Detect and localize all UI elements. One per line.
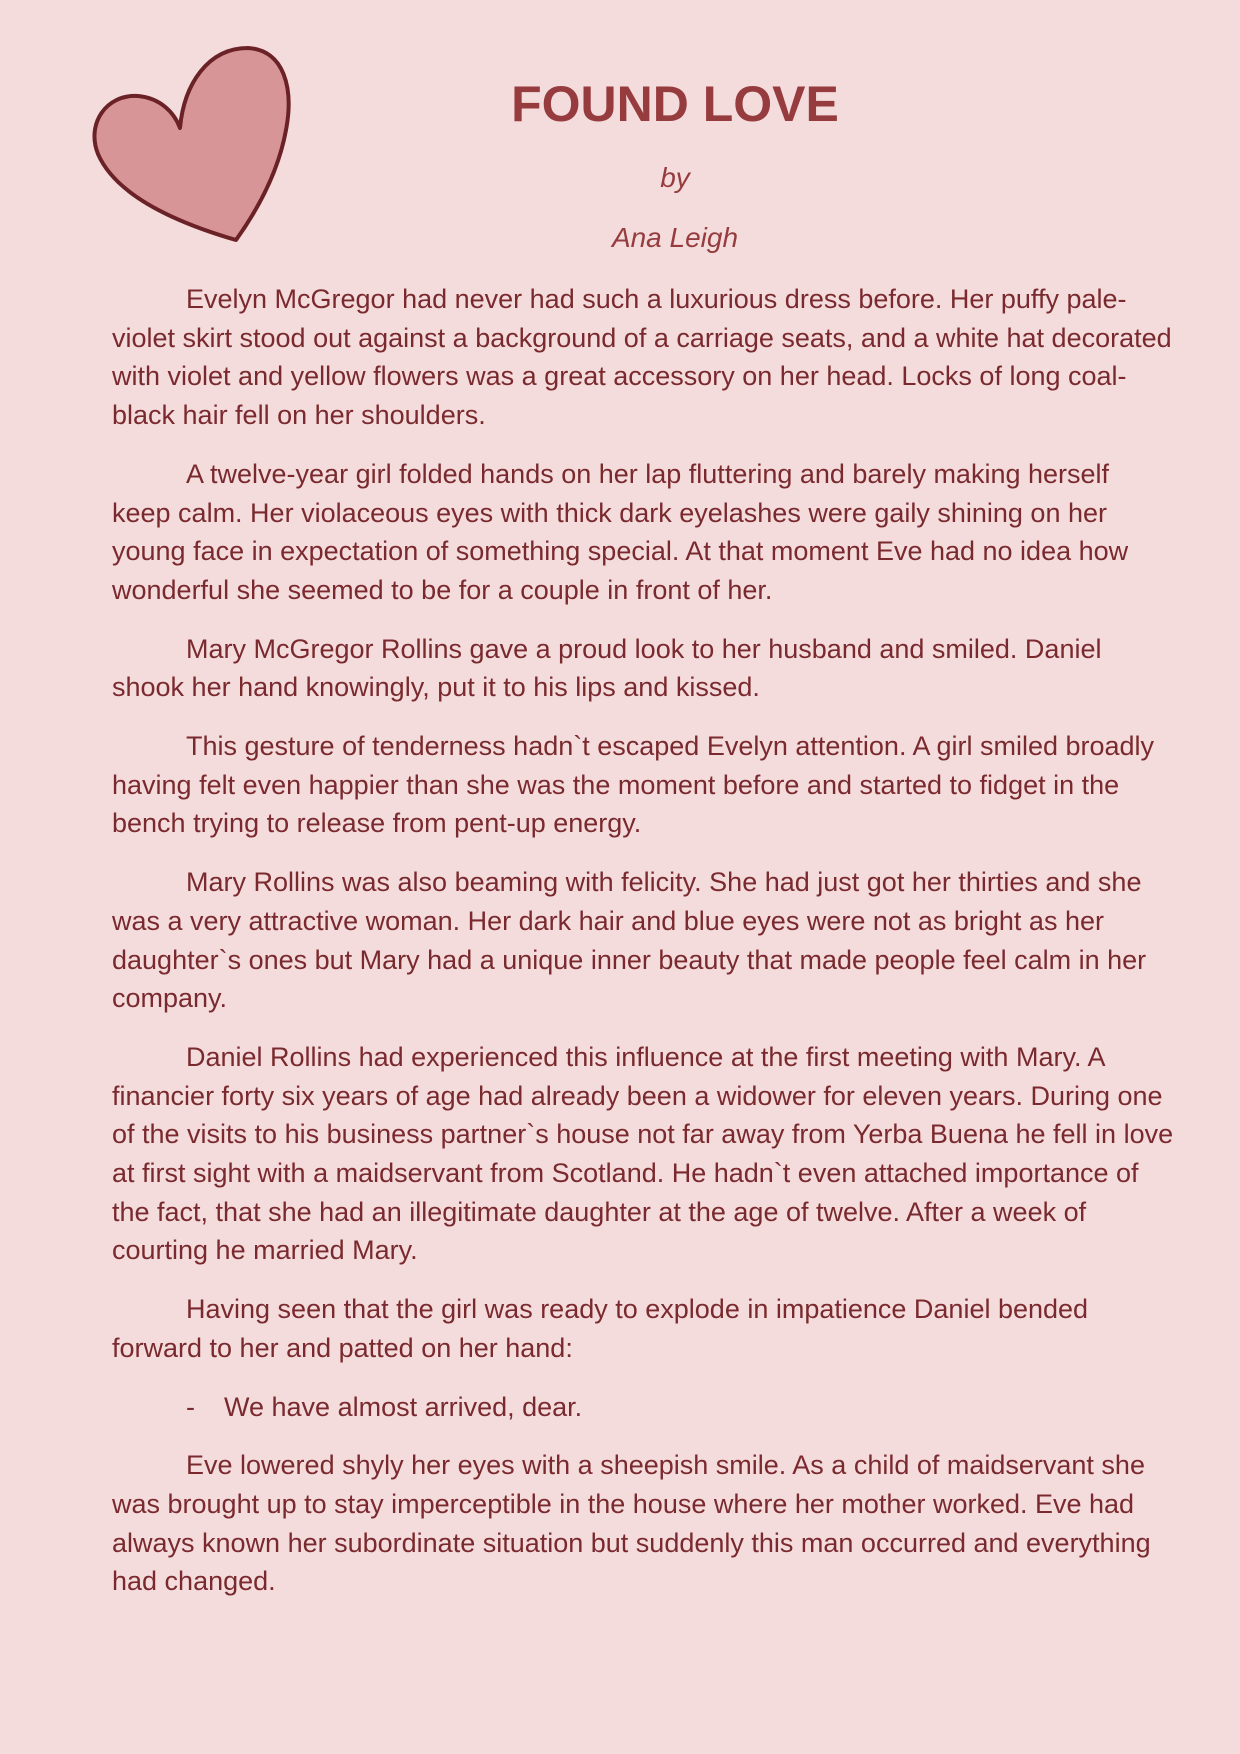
- heart-icon: [88, 44, 298, 250]
- story-paragraph: Eve lowered shyly her eyes with a sheepish smile. As a child of maidservant she was brought up to stay imperceptible in the house where her mother worked. Eve had always known her subordinate situation but suddenly this man occurred and everything had changed.: [112, 1450, 1151, 1597]
- story-body: [112, 280, 1174, 1621]
- author-name: Ana Leigh: [611, 222, 739, 253]
- story-paragraph: A twelve-year girl folded hands on her lap fluttering and barely making herself keep calm. Her violaceous eyes with thick dark eyelashes were gaily shining on her young face in expectation of something special. At that moment Eve had no idea how wonderful she seemed to be for a couple in front of her.: [112, 458, 1129, 605]
- dialogue-dash: -: [186, 1391, 195, 1422]
- byline-by: by: [660, 162, 690, 193]
- story-paragraph: Daniel Rollins had experienced this influence at the first meeting with Mary. A financier forty six years of age had already been a widower for eleven years. During one of the visits to his business partner`s house not far away from Yerba Buena he fell in love at first sight with a maidservant from Scotland. He hadn`t even attached importance of the fact, that she had an illegitimate daughter at the age of twelve. After a week of courting he married Mary.: [112, 1041, 1174, 1266]
- story-paragraph: This gesture of tenderness hadn`t escaped Evelyn attention. A girl smiled broadly having felt even happier than she was the moment before and started to fidget in the bench trying to release from pent-up energy.: [112, 731, 1155, 839]
- story-paragraph: Having seen that the girl was ready to explode in impatience Daniel bended forward to her and patted on her hand:: [112, 1294, 1089, 1363]
- dialogue-text: We have almost arrived, dear.: [224, 1391, 583, 1422]
- story-paragraph: Mary Rollins was also beaming with felicity. She had just got her thirties and she was a very attractive woman. Her dark hair and blue eyes were not as bright as her daughter`s ones but Mary had a unique inner beauty that made people feel calm in her company.: [112, 867, 1147, 1014]
- story-title: FOUND LOVE: [511, 76, 839, 132]
- story-paragraph: Mary McGregor Rollins gave a proud look to her husband and smiled. Daniel shook her hand knowingly, put it to his lips and kissed.: [112, 633, 1102, 703]
- story-paragraph: Evelyn McGregor had never had such a luxurious dress before. Her puffy pale-violet skirt stood out against a background of a carriage seats, and a white hat decorated with violet and yellow flowers was a great accessory on her head. Locks of long coal-black hair fell on her shoulders.: [112, 284, 1172, 431]
- dialogue-line: [112, 1388, 1174, 1427]
